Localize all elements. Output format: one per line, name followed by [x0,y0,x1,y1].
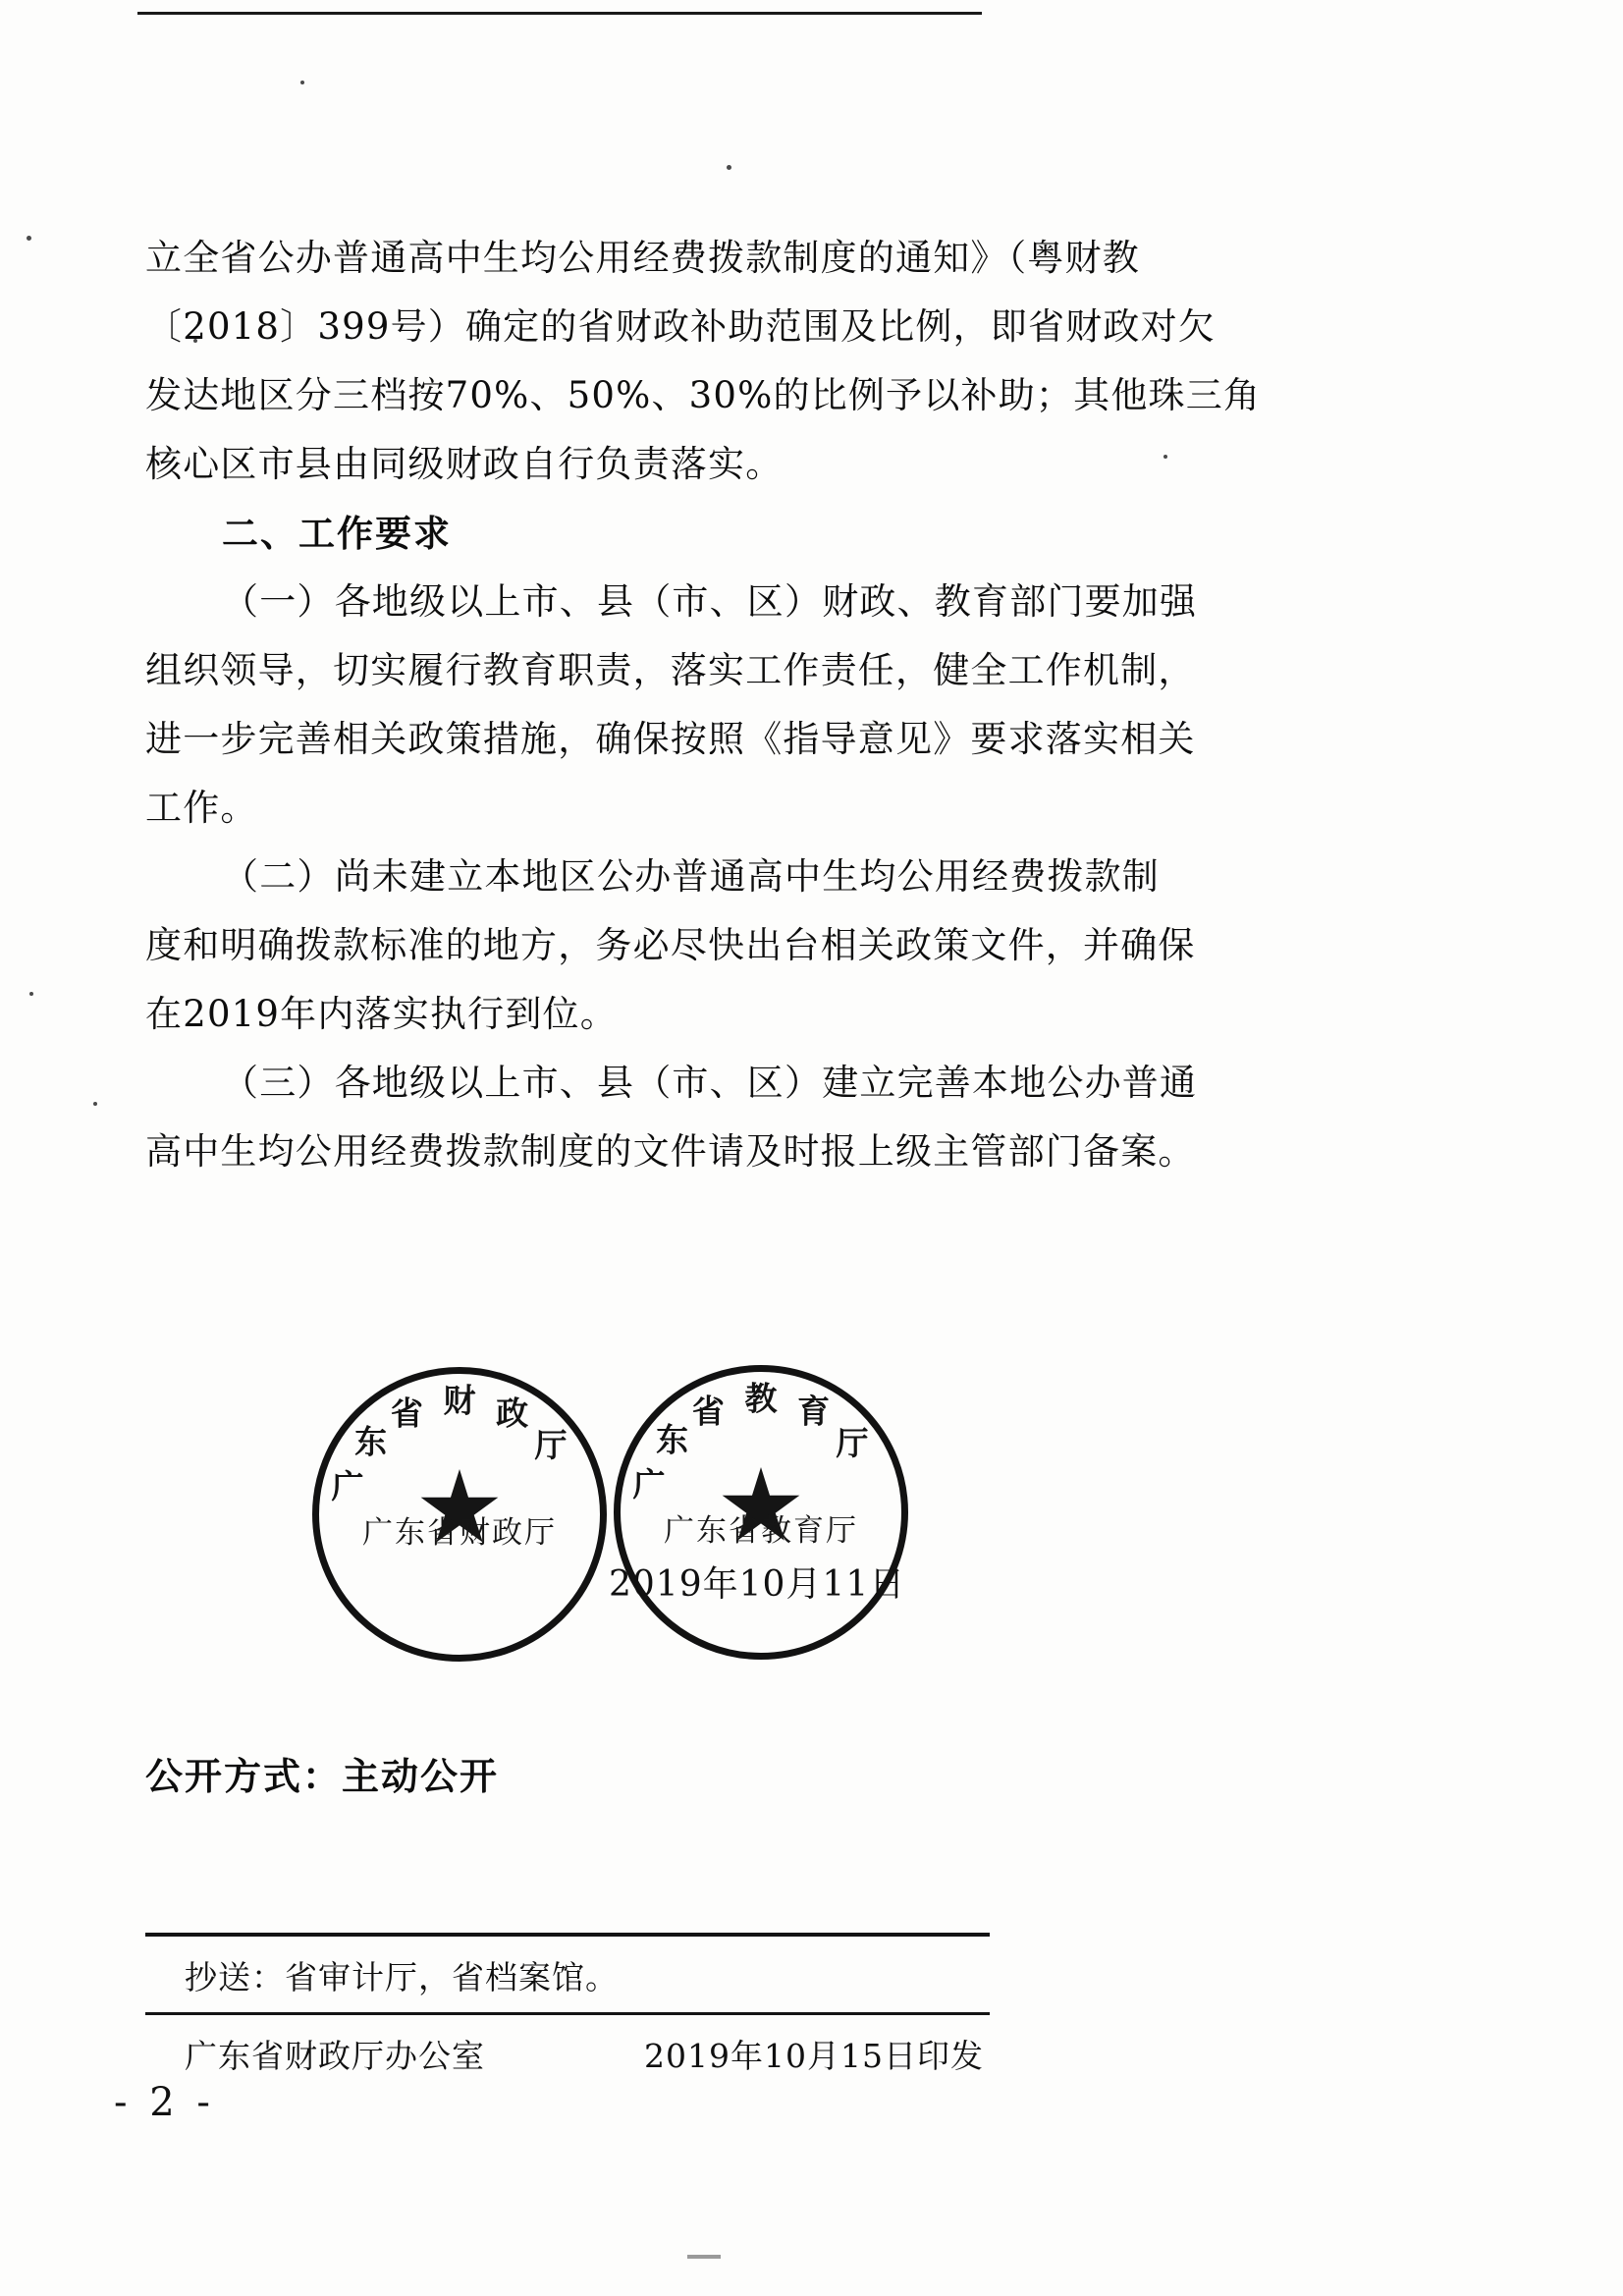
scan-speck [93,1102,97,1106]
guangdong-education-department-seal: 广 东 省 教 育 厅 广东省教育厅 [614,1365,908,1660]
body-line: 在2019年内落实执行到位。 [145,993,618,1035]
body-line: （三）各地级以上市、县（市、区）建立完善本地公办普通 [222,1062,1198,1104]
scan-speck [727,165,731,170]
seal-agency-name: 广东省教育厅 [664,1513,858,1549]
seal-date: 2019年10月11日 [609,1564,906,1605]
body-line: 组织领导，切实履行教育职责，落实工作责任，健全工作机制， [145,649,1196,691]
body-line: （一）各地级以上市、县（市、区）财政、教育部门要加强 [222,580,1198,623]
scan-speck [300,81,304,84]
body-line: 发达地区分三档按70%、50%、30%的比例予以补助；其他珠三角 [145,374,1262,416]
body-line: 进一步完善相关政策措施，确保按照《指导意见》要求落实相关 [145,718,1196,760]
page-number: - 2 - [114,2080,215,2125]
issuer-row [145,2015,990,2077]
body-line: 〔2018〕399号）确定的省财政补助范围及比例，即省财政对欠 [145,305,1216,348]
disclosure-method: 公开方式：主动公开 [145,1754,500,1798]
guangdong-finance-department-seal: 广 东 省 财 政 厅 广东省财政厅 [312,1367,607,1662]
page-top-rule [137,12,982,15]
print-date: 2019年10月15日印发 [644,2037,984,2075]
issuing-office: 广东省财政厅办公室 [185,2037,485,2075]
scan-speck [27,236,31,241]
body-line: 高中生均公用经费拨款制度的文件请及时报上级主管部门备案。 [145,1130,1196,1173]
official-seals-area [0,1365,1623,1689]
body-line: 度和明确拨款标准的地方，务必尽快出台相关政策文件，并确保 [145,924,1196,966]
section-heading-work-requirements: 二、工作要求 [222,512,452,555]
body-line: 核心区市县由同级财政自行负责落实。 [145,443,784,485]
body-line: （二）尚未建立本地区公办普通高中生均公用经费拨款制 [222,855,1160,898]
seal-agency-name: 广东省财政厅 [362,1515,557,1551]
scan-speck [29,992,33,996]
scan-speck [1163,455,1167,459]
scan-bottom-mark [687,2255,721,2259]
body-line: 工作。 [145,787,258,829]
document-footer [145,1933,990,2077]
body-line: 立全省公办普通高中生均公用经费拨款制度的通知》（粤财教 [145,237,1140,279]
carbon-copy-line: 抄送：省审计厅，省档案馆。 [185,1958,619,1996]
document-body [145,224,1262,1186]
